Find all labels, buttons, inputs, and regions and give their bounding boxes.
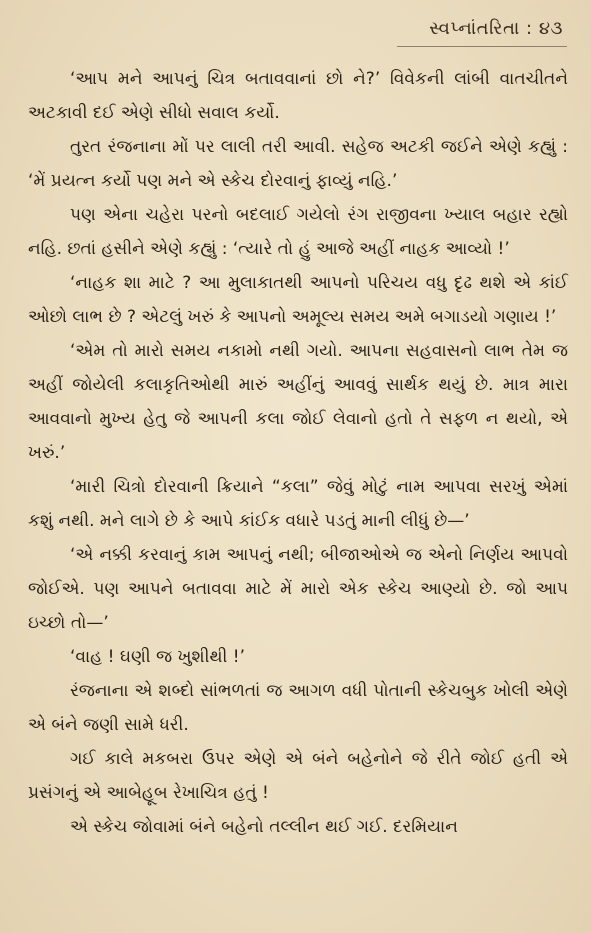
paragraph: રંજનાના એ શબ્દો સાંભળતાં જ આગળ વધી પોતાની સ્કેચબુક ખોલી એણે એ બંને જણી સામે ધરી. bbox=[28, 681, 568, 735]
paragraph: પણ એના ચહેરા પરનો બદલાઈ ગયેલો રંગ રાજીવના ખ્યાલ બહાર રહ્યો નહિ. છતાં હસીને એણે કહ્યું : ‘ત્યારે તો હું આજે અહીં નાહક આવ્યો !’ bbox=[28, 205, 568, 259]
paragraph: ‘મારી ચિત્રો દોરવાની ક્રિયાને “કલા” જેવું મોટું નામ આપવા સરખું એમાં કશું નથી. મને લાગે છે કે આપે કાંઈક વધારે પડતું માની લીધું છે—’ bbox=[28, 477, 568, 531]
running-header: સ્વપ્નાંતરિતા : ૪૩ bbox=[429, 18, 563, 39]
paragraph: ‘વાહ ! ઘણી જ ખુશીથી !’ bbox=[70, 647, 246, 667]
paragraph: ‘એ નક્કી કરવાનું કામ આપનું નથી; બીજાઓએ જ એનો નિર્ણય આપવો જોઈએ. પણ આપને બતાવવા માટે મેં મારો એક સ્કેચ આણ્યો છે. જો આપ ઇચ્છો તો—’ bbox=[28, 545, 568, 633]
paragraph: એ સ્કેચ જોવામાં બંને બહેનો તલ્લીન થઈ ગઈ. દરમિયાન bbox=[70, 817, 458, 837]
page-body bbox=[28, 62, 568, 844]
paragraph: ‘એમ તો મારો સમય નકામો નથી ગયો. આપના સહવાસનો લાભ તેમ જ અહીં જોયેલી કલાકૃતિઓથી મારું અહીંનું આવવું સાર્થક થયું છે. માત્ર મારા આવવાનો મુખ્ય હેતુ જે આપની કલા જોઈ લેવાનો હતો તે સફળ ન થયો, એ ખરું.’ bbox=[28, 341, 568, 463]
paragraph: ‘નાહક શા માટે ? આ મુલાકાતથી આપનો પરિચય વધુ દૃઢ થશે એ કાંઈ ઓછો લાભ છે ? એટલું ખરું કે આપનો અમૂલ્ય સમય અમે બગાડયો ગણાય !’ bbox=[28, 273, 568, 327]
paragraph: ‘આપ મને આપનું ચિત્ર બતાવવાનાં છો ને?’ વિવેકની લાંબી વાતચીતને અટકાવી દઈ એણે સીધો સવાલ કર્યો. bbox=[28, 69, 568, 123]
header-divider bbox=[397, 46, 567, 53]
paragraph: તુરત રંજનાના મોં પર લાલી તરી આવી. સહેજ અટકી જઈને એણે કહ્યું : ‘મેં પ્રયત્ન કર્યો પણ મને એ સ્કેચ દોરવાનું ફાવ્યું નહિ.’ bbox=[28, 137, 568, 191]
paragraph: ગઈ કાલે મકબરા ઉપર એણે એ બંને બહેનોને જે રીતે જોઈ હતી એ પ્રસંગનું એ આબેહૂબ રેખાચિત્ર હતું ! bbox=[28, 749, 568, 803]
